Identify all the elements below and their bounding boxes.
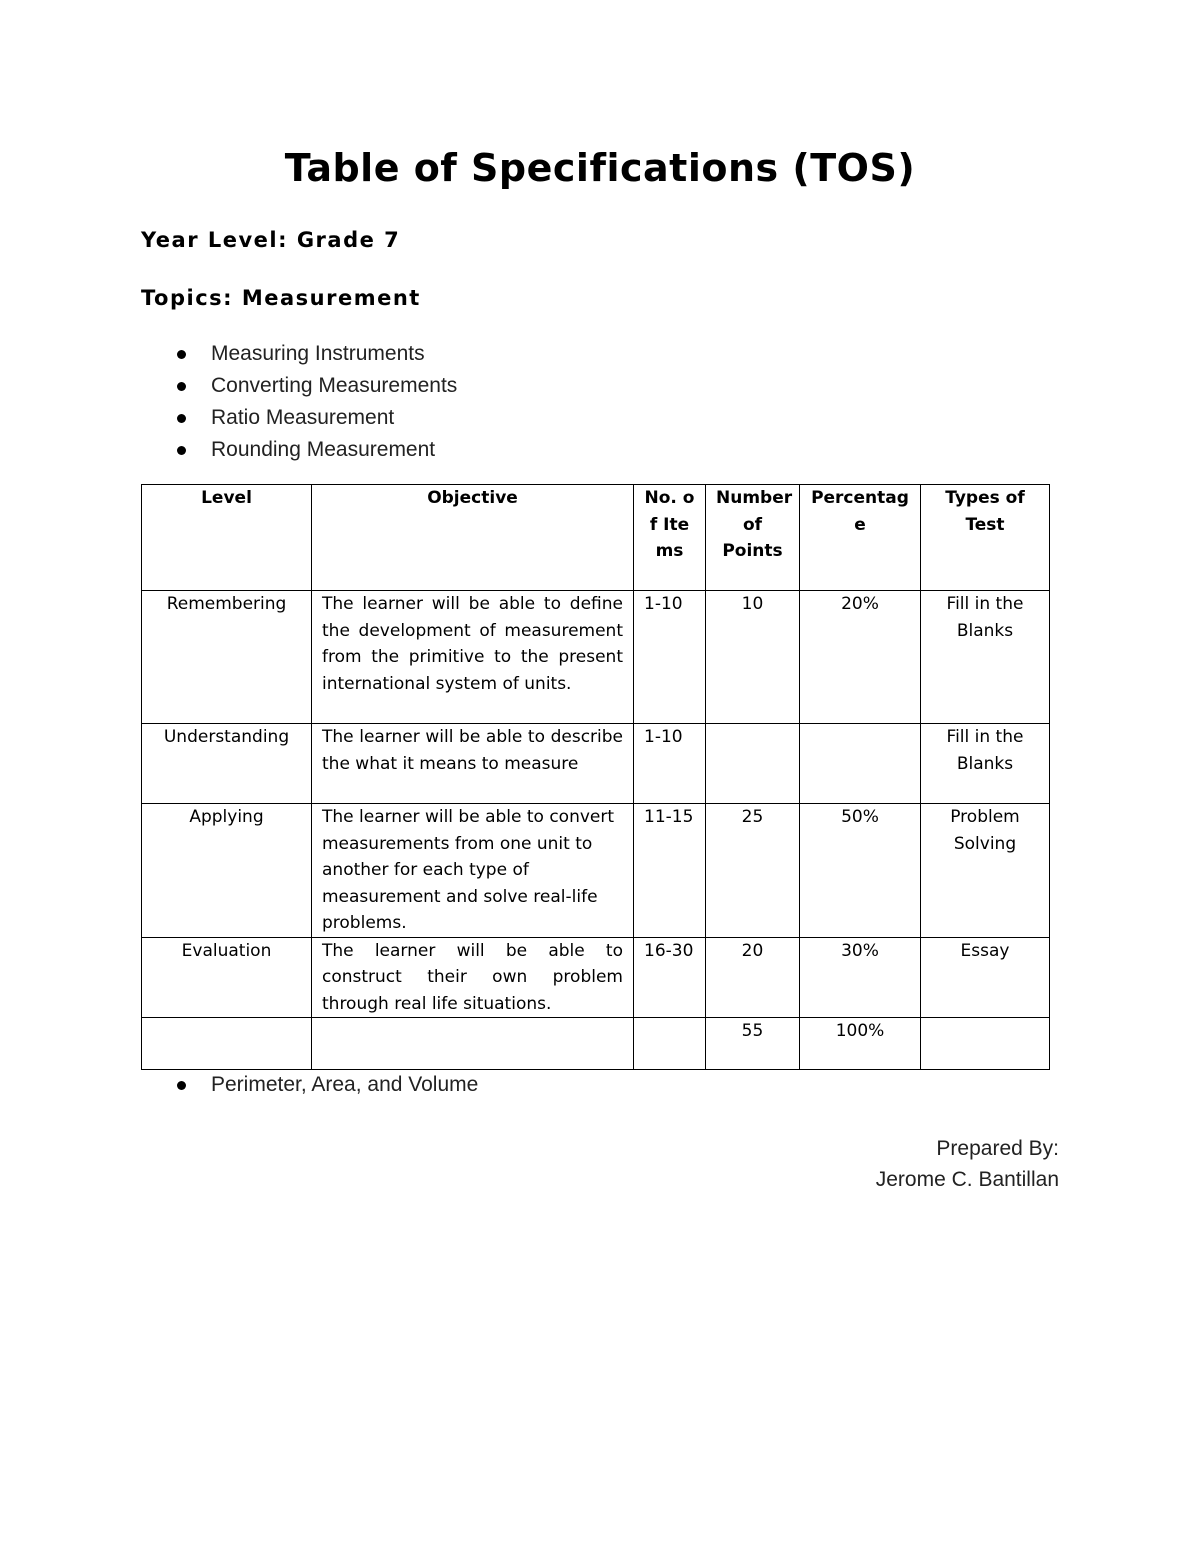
percentage-cell: 30%: [800, 937, 921, 1018]
list-item: Converting Measurements: [141, 372, 457, 404]
table-row: [142, 804, 1050, 938]
topics-heading: Topics: Measurement: [141, 286, 421, 310]
total-points-cell: 55: [706, 1018, 800, 1070]
header-level: Level: [142, 485, 312, 591]
level-cell: Applying: [142, 804, 312, 938]
prepared-by-label: Prepared By:: [936, 1137, 1059, 1160]
points-cell: 25: [706, 804, 800, 938]
header-items: No. of Items: [634, 485, 706, 591]
items-cell: 11-15: [634, 804, 706, 938]
objective-cell: The learner will be able to describe the what it means to measure: [312, 724, 634, 804]
test-type-cell: Problem Solving: [921, 804, 1050, 938]
list-item: Measuring Instruments: [141, 340, 457, 372]
table-header-row: [142, 485, 1050, 591]
test-type-cell: Fill in the Blanks: [921, 591, 1050, 724]
table-row: [142, 591, 1050, 724]
test-type-cell: Essay: [921, 937, 1050, 1018]
items-cell: 1-10: [634, 591, 706, 724]
test-type-cell: Fill in the Blanks: [921, 724, 1050, 804]
points-cell: [706, 724, 800, 804]
percentage-cell: [800, 724, 921, 804]
empty-cell: [634, 1018, 706, 1070]
header-points: Number of Points: [706, 485, 800, 591]
topics-list: [141, 340, 457, 468]
objective-cell: The learner will be able to construct their own problem through real life situations.: [312, 937, 634, 1018]
empty-cell: [142, 1018, 312, 1070]
items-cell: 1-10: [634, 724, 706, 804]
header-test-type: Types of Test: [921, 485, 1050, 591]
list-item: Rounding Measurement: [141, 436, 457, 468]
items-cell: 16-30: [634, 937, 706, 1018]
prepared-by-block: [876, 1133, 1059, 1195]
header-objective: Objective: [312, 485, 634, 591]
prepared-by-name: Jerome C. Bantillan: [875, 1168, 1059, 1191]
percentage-cell: 50%: [800, 804, 921, 938]
table-row: [142, 937, 1050, 1018]
level-cell: Evaluation: [142, 937, 312, 1018]
level-cell: Understanding: [142, 724, 312, 804]
level-cell: Remembering: [142, 591, 312, 724]
empty-cell: [312, 1018, 634, 1070]
objective-cell: The learner will be able to define the development of measurement from the primitive to the present international system of units.: [312, 591, 634, 724]
points-cell: 20: [706, 937, 800, 1018]
points-cell: 10: [706, 591, 800, 724]
objective-cell: The learner will be able to convert measurements from one unit to another for each type of measurement and solve real-life problems.: [312, 804, 634, 938]
table-total-row: [142, 1018, 1050, 1070]
table-row: [142, 724, 1050, 804]
list-item: Perimeter, Area, and Volume: [141, 1071, 478, 1103]
list-item: Ratio Measurement: [141, 404, 457, 436]
page-title: Table of Specifications (TOS): [284, 146, 916, 190]
year-level: Year Level: Grade 7: [141, 228, 401, 252]
percentage-cell: 20%: [800, 591, 921, 724]
empty-cell: [921, 1018, 1050, 1070]
header-percentage: Percentage: [800, 485, 921, 591]
total-percentage-cell: 100%: [800, 1018, 921, 1070]
extra-topics-list: [141, 1071, 478, 1103]
tos-table: [141, 484, 1050, 1070]
